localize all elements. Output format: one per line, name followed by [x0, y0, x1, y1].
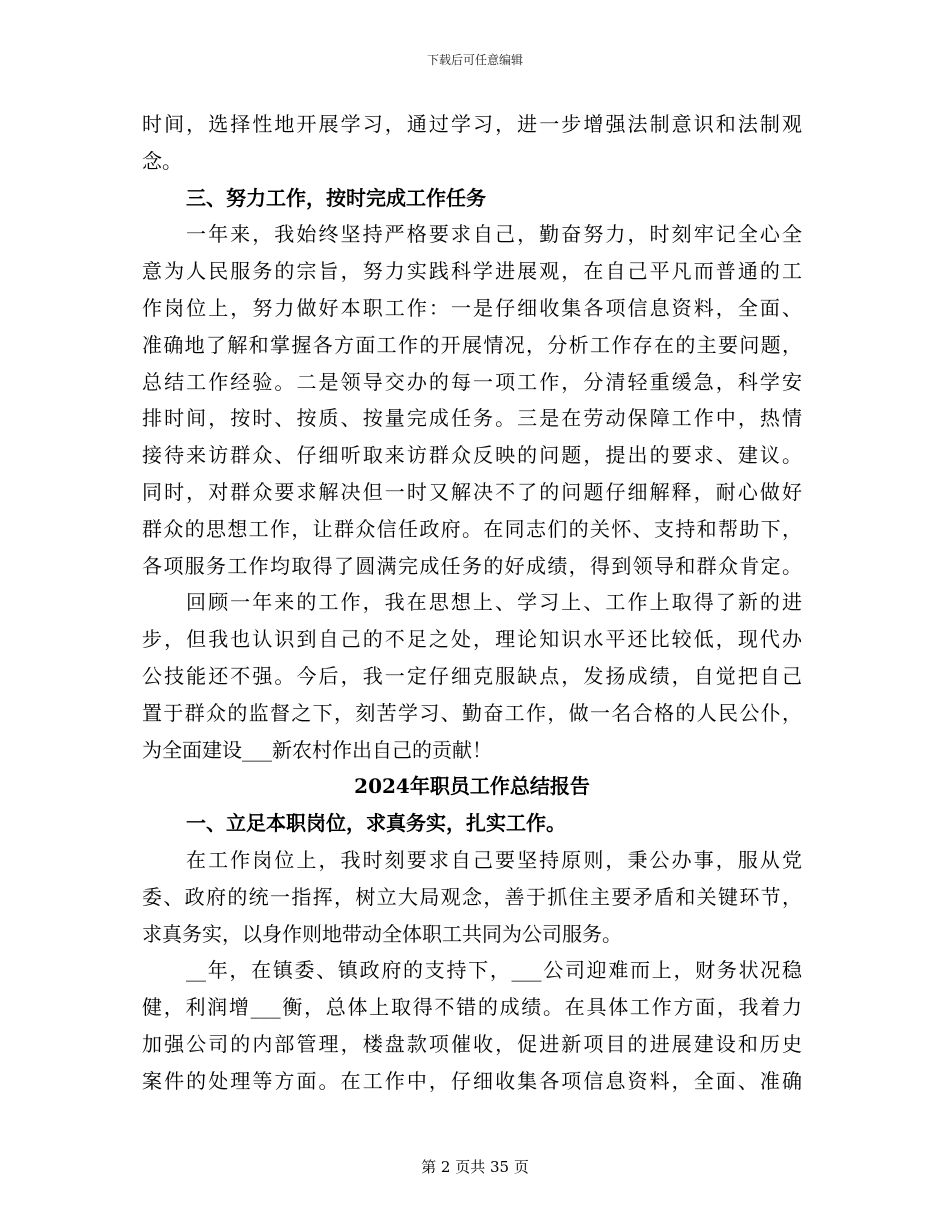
text-line: 意为人民服务的宗旨，努力实践科学进展观，在自己平凡而普通的工	[142, 259, 802, 284]
text-line: 一、立足本职岗位，求真务实，扎实工作。	[186, 811, 566, 836]
text-line: __年，在镇委、镇政府的支持下，___公司迎难而上，财务状况稳	[186, 958, 802, 983]
text-line: 步，但我也认识到自己的不足之处，理论知识水平还比较低，现代办	[142, 627, 802, 652]
text-line: 为全面建设___新农村作出自己的贡献！	[142, 737, 492, 762]
text-line: 群众的思想工作，让群众信任政府。在同志们的关怀、支持和帮助下，	[142, 516, 802, 541]
page-number: 第 2 页共 35 页	[421, 1158, 529, 1176]
text-line: 在工作岗位上，我时刻要求自己要坚持原则，秉公办事，服从党	[186, 847, 802, 872]
text-line: 作岗位上，努力做好本职工作：一是仔细收集各项信息资料，全面、	[142, 295, 802, 320]
text-line: 公技能还不强。今后，我一定仔细克服缺点，发扬成绩，自觉把自己	[142, 663, 802, 688]
text-line: 接待来访群众、仔细听取来访群众反映的问题，提出的要求、建议。	[142, 443, 802, 468]
text-line: 总结工作经验。二是领导交办的每一项工作，分清轻重缓急，科学安	[142, 369, 802, 394]
text-line: 三、努力工作，按时完成工作任务	[186, 185, 486, 210]
text-line: 时间，选择性地开展学习，通过学习，进一步增强法制意识和法制观	[142, 112, 802, 136]
text-line: 同时，对群众要求解决但一时又解决不了的问题仔细解释，耐心做好	[142, 479, 802, 504]
text-line: 加强公司的内部管理，楼盘款项催收，促进新项目的进展建设和历史	[142, 1031, 802, 1056]
text-line: 准确地了解和掌握各方面工作的开展情况，分析工作存在的主要问题，	[142, 332, 802, 357]
text-line: 健，利润增___衡，总体上取得不错的成绩。在具体工作方面，我着力	[142, 995, 802, 1020]
text-line: 一年来，我始终坚持严格要求自己，勤奋努力，时刻牢记全心全	[186, 222, 802, 247]
text-line: 各项服务工作均取得了圆满完成任务的好成绩，得到领导和群众肯定。	[142, 553, 802, 578]
document-body	[142, 106, 802, 1100]
text-line: 念。	[142, 148, 182, 173]
text-line: 委、政府的统一指挥，树立大局观念，善于抓住主要矛盾和关键环节，	[142, 884, 802, 909]
text-line: 排时间，按时、按质、按量完成任务。三是在劳动保障工作中，热情	[142, 406, 802, 431]
text-line: 案件的处理等方面。在工作中，仔细收集各项信息资料，全面、准确	[142, 1068, 802, 1093]
page-header: 下载后可任意编辑	[426, 53, 523, 67]
text-line: 回顾一年来的工作，我在思想上、学习上、工作上取得了新的进	[186, 590, 802, 615]
text-line: 2024年职员工作总结报告	[354, 774, 590, 799]
text-line: 置于群众的监督之下，刻苦学习、勤奋工作，做一名合格的人民公仆，	[142, 700, 802, 725]
text-line: 求真务实，以身作则地带动全体职工共同为公司服务。	[142, 921, 622, 946]
